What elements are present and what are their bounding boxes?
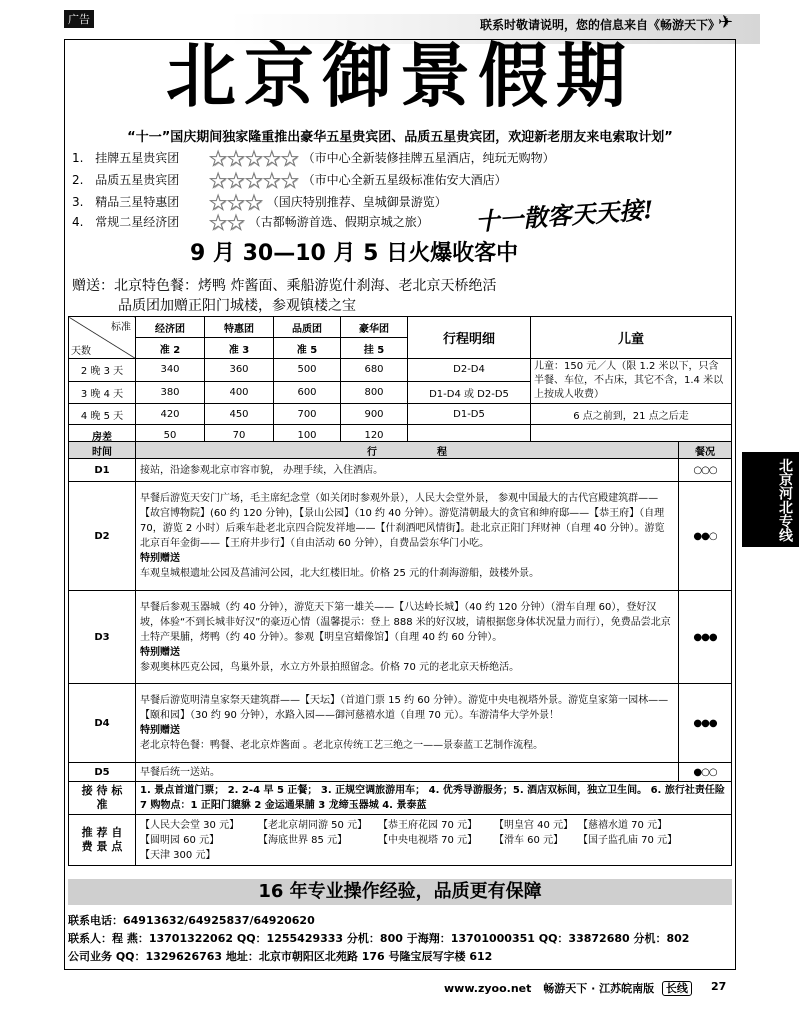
source-note: 联系时敬请说明，您的信息来自《畅游天下》: [480, 18, 721, 32]
itinerary-header: 行程明细: [408, 317, 531, 359]
col-header: 豪华团: [341, 317, 408, 338]
col-header: 特惠团: [205, 317, 274, 338]
day-detail: [136, 591, 679, 684]
itinerary-table: [68, 441, 732, 866]
contact-company: 公司业务 QQ：1329626763 地址：北京市朝阳区北苑路 176 号隆宝辰写字楼 612: [68, 950, 493, 963]
col-header: 品质团: [274, 317, 341, 338]
table-row: [69, 763, 732, 782]
day-text: 早餐后游览天安门广场，毛主席纪念堂（如关闭时参观外景），人民大会堂外景， 参观中国最大的古代宫殿建筑群——【故宫博物院】(60 约 120 分钟)，【景山公园】（10 约 40 分钟）。游览清朝最大的贪官和绅府邸——【恭王府】（自理 70，游览 2 小时）后乘车赴老北京四合院发祥地——【什刹酒吧风情街】。赴北京正阳门拜财神（自理 40 分钟）。游览北京百年金街——【王府井步行】（自由活动 60 分钟），自费品尝东华门小吃。: [140, 493, 665, 549]
price-cell: 800: [341, 381, 408, 404]
day-detail: [136, 482, 679, 591]
reception-text: 1. 景点首道门票； 2. 2-4 早 5 正餐； 3. 正规空调旅游用车； 4. 优秀导游服务；5. 酒店双标间，独立卫生间。 6. 旅行社责任险 7 购物点：1 正阳门貔貅 2 金运通果脯 3 龙缔玉器城 4. 景泰蓝: [136, 782, 732, 815]
recommend-list: [136, 815, 732, 866]
table-row: [69, 404, 732, 425]
package-desc: （古都畅游首选、假期京城之旅）: [248, 215, 429, 229]
mascot-icon: ✈: [718, 12, 734, 33]
subcol-header: 挂 5: [341, 338, 408, 359]
price-cell: 340: [136, 359, 205, 382]
footer: [444, 980, 696, 996]
star-rating-icon: ★★★★★: [209, 146, 299, 171]
contact-people: 联系人：程 燕：13701322062 QQ：1255429333 分机：800 于海翔：13701000351 QQ：33872680 分机：802: [68, 932, 690, 945]
col-header: 经济团: [136, 317, 205, 338]
recommend-item: 【国子监孔庙 70 元】: [578, 834, 678, 846]
price-cell: 500: [274, 359, 341, 382]
day-text: 接站，沿途参观北京市容市貌， 办理手续，入住酒店。: [136, 459, 679, 482]
price-cell: 900: [341, 404, 408, 425]
subcol-header: 准 3: [205, 338, 274, 359]
footer-publication: 畅游天下 · 江苏皖南版: [543, 982, 655, 995]
table-row: [69, 459, 732, 482]
price-cell: 100: [274, 425, 341, 446]
package-name: 品质五星贵宾团: [95, 173, 180, 187]
meal-status: ○○○: [679, 459, 732, 482]
special-gift-title: 特别赠送: [140, 725, 180, 736]
star-rating-icon: ★★: [209, 210, 245, 235]
recommend-item: 【恭王府花园 70 元】: [378, 819, 478, 831]
page-title: 北京御景假期: [166, 35, 634, 117]
price-cell: 70: [205, 425, 274, 446]
package-num: 4.: [72, 215, 84, 229]
corner-cell: [69, 317, 136, 359]
contact-phone: 联系电话：64913632/64925837/64920620: [68, 914, 315, 927]
package-name: 常规二星经济团: [95, 215, 180, 229]
days-cell: 2 晚 3 天: [69, 359, 136, 382]
day-cell: D4: [69, 684, 136, 763]
special-gift-title: 特别赠送: [140, 646, 180, 658]
price-cell: 360: [205, 359, 274, 382]
day-text: 早餐后游览明清皇家祭天建筑群——【天坛】（首道门票 15 约 60 分钟）。游览中央电视塔外景。游览皇家第一园林——【颐和园】（30 约 90 分钟），水路入园——御河慈禧水道（自理 70 元）。车游清华大学外景！: [140, 695, 669, 721]
recommend-item: 【海底世界 85 元】: [258, 834, 348, 846]
days-cell: 4 晚 5 天: [69, 404, 136, 425]
meal-header: 餐况: [679, 442, 732, 459]
recommend-item: 【滑车 60 元】: [494, 834, 564, 846]
child-header: 儿童: [531, 317, 732, 359]
price-table: [68, 316, 732, 446]
table-row: [69, 684, 732, 763]
promo-subline: “十一”国庆期间独家隆重推出豪华五星贵宾团、品质五星贵宾团，欢迎新老朋友来电索取计划”: [127, 130, 673, 145]
recommend-row: [140, 848, 727, 863]
corner-top: 标准: [111, 322, 131, 333]
ad-tag: 广告: [64, 10, 94, 28]
recommend-row: [140, 818, 727, 833]
meal-status: ●●●: [679, 591, 732, 684]
day-cell: D2: [69, 482, 136, 591]
recommend-label: 推 荐 自 费 景 点: [69, 815, 136, 866]
recommend-item: 【中央电视塔 70 元】: [378, 834, 478, 846]
date-line: 9 月 30—10 月 5 日火爆收客中: [190, 241, 519, 266]
recommend-item: 【慈禧水道 70 元】: [578, 819, 668, 831]
package-item: [72, 192, 447, 213]
meal-status: ●●○: [679, 482, 732, 591]
route-header: 行 程: [136, 442, 679, 459]
day-text: 早餐后统一送站。: [136, 763, 679, 782]
day-text: 早餐后参观玉器城（约 40 分钟），游览天下第一雄关——【八达岭长城】（40 约 120 分钟）（滑车自理 60），登好汉坡，体验“不到长城非好汉”的豪迈心情（温馨提示：登上 888 米的好汉坡，请根据您身体状况量力而行），免费品尝北京土特产果脯，烤鸭（约 40 分钟）。参观【明皇宫蜡像馆】（自理 40 约 60 分钟）。: [140, 601, 671, 643]
meal-status: ●●●: [679, 684, 732, 763]
star-rating-icon: ★★★★★: [209, 168, 299, 193]
price-cell: 700: [274, 404, 341, 425]
price-cell: 50: [136, 425, 205, 446]
gift-line-2: 品质团加赠正阳门城楼，参观镇楼之宝: [118, 298, 356, 314]
special-gift-text: 车观皇城根遗址公园及菖浦河公园，北大红楼旧址。价格 25 元的什刹海游船，鼓楼外景。: [140, 568, 540, 579]
days-cell: 3 晚 4 天: [69, 381, 136, 404]
table-row: [69, 359, 732, 382]
package-desc: （国庆特别推荐、皇城御景游览）: [266, 195, 447, 209]
package-item: [72, 212, 429, 233]
package-num: 3.: [72, 195, 84, 209]
price-cell: 600: [274, 381, 341, 404]
special-gift-text: 参观奥林匹克公园，鸟巢外景，水立方外景拍照留念。价格 70 元的老北京天桥绝活。: [140, 661, 520, 673]
package-item: [72, 148, 555, 169]
star-rating-icon: ★★★: [209, 190, 263, 215]
itin-cell: D1-D5: [408, 404, 531, 425]
price-cell: 400: [205, 381, 274, 404]
day-cell: D1: [69, 459, 136, 482]
corner-bottom: 天数: [71, 346, 91, 357]
special-gift-text: 老北京特色餐：鸭餐、老北京炸酱面 。老北京传统工艺三绝之一——景泰蓝工艺制作流程。: [140, 740, 544, 751]
reception-label: 接 待 标 准: [69, 782, 136, 815]
package-desc: （市中心全新装修挂牌五星酒店，纯玩无购物）: [302, 151, 555, 165]
itin-cell: D2-D4: [408, 359, 531, 382]
special-gift-title: 特别赠送: [140, 553, 180, 564]
table-row: [69, 591, 732, 684]
recommend-item: 【人民大会堂 30 元】: [140, 819, 240, 831]
table-row: [69, 482, 732, 591]
recommend-item: 【圆明园 60 元】: [140, 834, 220, 846]
package-item: [72, 170, 507, 191]
package-num: 1.: [72, 151, 84, 165]
price-cell: 450: [205, 404, 274, 425]
recommend-item: 【老北京胡同游 50 元】: [258, 819, 368, 831]
slogan: 十一散客天天接!: [474, 194, 655, 237]
gift-line: 赠送：北京特色餐：烤鸭 炸酱面、乘船游览什刹海、老北京天桥绝活: [72, 278, 497, 294]
experience-bar: 16 年专业操作经验，品质更有保障: [68, 879, 732, 905]
child-note: 儿童：150 元／人（限 1.2 米以下，只含半餐、车位，不占床，其它不含，1.4 米以上按成人收费）: [531, 359, 732, 404]
side-tab: 北京河北专线: [742, 452, 799, 547]
table-row: [69, 782, 732, 815]
recommend-item: 【明皇宫 40 元】: [494, 819, 574, 831]
meal-status: ●○○: [679, 763, 732, 782]
price-cell: 120: [341, 425, 408, 446]
child-note-2: 6 点之前到，21 点之后走: [531, 404, 732, 425]
day-cell: D5: [69, 763, 136, 782]
package-num: 2.: [72, 173, 84, 187]
itin-cell: D1-D4 或 D2-D5: [408, 381, 531, 404]
subcol-header: 准 5: [274, 338, 341, 359]
package-desc: （市中心全新五星级标准佑安大酒店）: [302, 173, 507, 187]
page-number: 27: [711, 980, 727, 993]
price-cell: 680: [341, 359, 408, 382]
subcol-header: 准 2: [136, 338, 205, 359]
price-cell: 380: [136, 381, 205, 404]
time-header: 时间: [69, 442, 136, 459]
day-cell: D3: [69, 591, 136, 684]
recommend-row: [140, 833, 727, 848]
price-cell: 420: [136, 404, 205, 425]
package-name: 精品三星特惠团: [95, 195, 180, 209]
days-cell: 房差: [69, 425, 136, 446]
footer-url[interactable]: www.zyoo.net: [444, 982, 532, 995]
table-row: [69, 815, 732, 866]
footer-tag: 长线: [662, 981, 692, 996]
package-name: 挂牌五星贵宾团: [95, 151, 180, 165]
recommend-item: 【天津 300 元】: [140, 849, 216, 861]
day-detail: [136, 684, 679, 763]
